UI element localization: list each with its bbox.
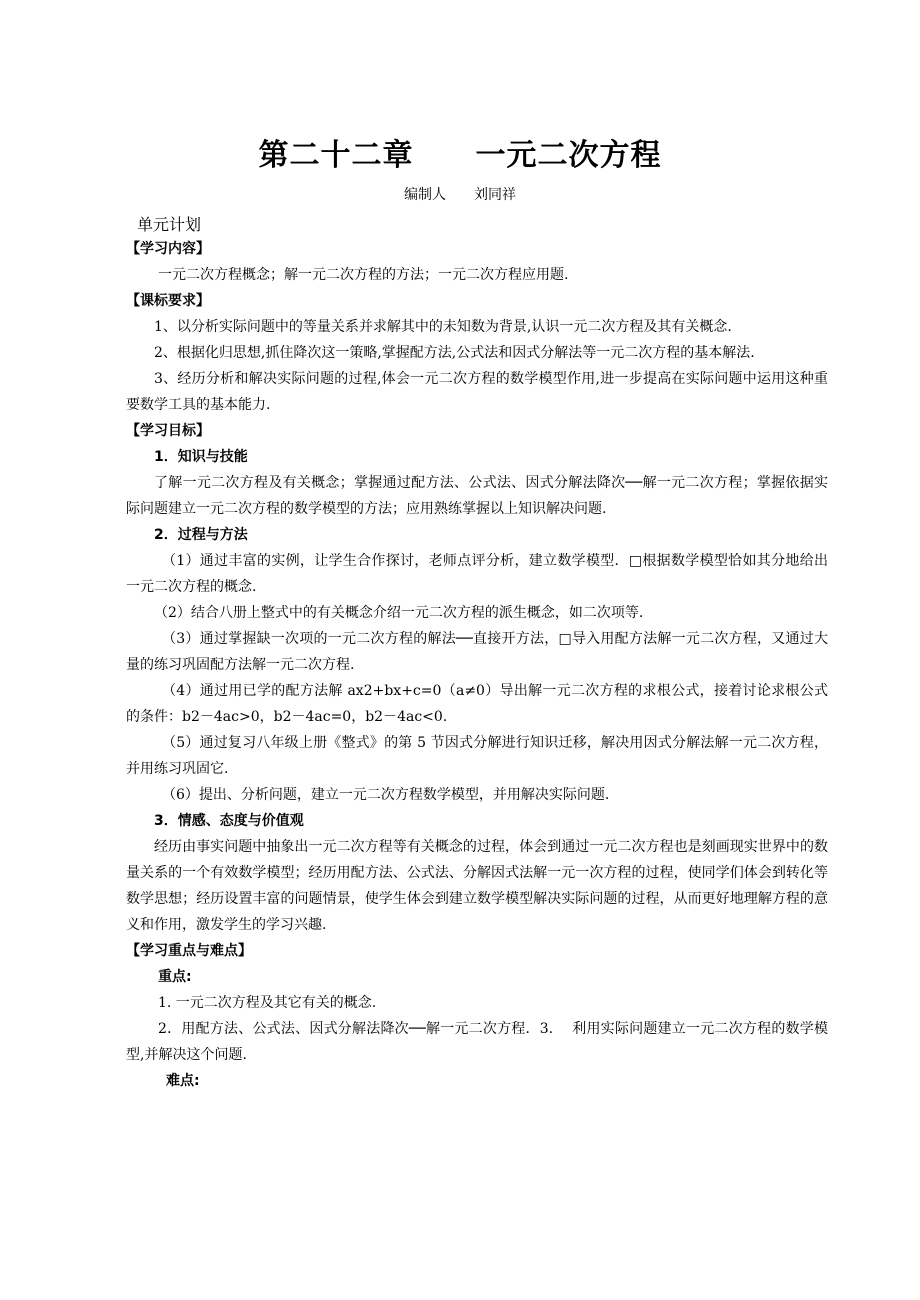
goal-2-item-1: （1）通过丰富的实例，让学生合作探讨，老师点评分析，建立数学模型．□根据数学模型恰如其分地给出一元二次方程的概念. xyxy=(126,553,828,595)
page-title: 第二十二章 一元二次方程 xyxy=(258,138,662,173)
goal-2-title: 2．过程与方法 xyxy=(154,527,248,543)
goal-2-item-6: （6）提出、分析问题，建立一元二次方程数学模型，并用解决实际问题. xyxy=(162,787,610,803)
section-heading-goals: 【学习目标】 xyxy=(126,423,210,439)
goal-2-item-4: （4）通过用已学的配方法解 ax2+bx+c=0（a≠0）导出解一元二次方程的求根公式，接着讨论求根公式的条件：b2－4ac>0，b2－4ac=0，b2－4ac<0. xyxy=(126,683,828,725)
section-heading-key: 【学习重点与难点】 xyxy=(126,943,252,959)
key-item-1: 1. 一元二次方程及其它有关的概念. xyxy=(158,995,377,1011)
goal-2-item-3: （3）通过掌握缺一次项的一元二次方程的解法──直接开方法，□导入用配方法解一元二次方程，又通过大量的练习巩固配方法解一元二次方程. xyxy=(126,631,828,673)
standard-item-3: 3、经历分析和解决实际问题的过程,体会一元二次方程的数学模型作用,进一步提高在实际问题中运用这种重要数学工具的基本能力. xyxy=(126,371,828,413)
goal-1-title: 1．知识与技能 xyxy=(154,449,248,465)
section-heading-standard: 【课标要求】 xyxy=(126,293,210,309)
goal-1-text: 了解一元二次方程及有关概念；掌握通过配方法、公式法、因式分解法降次──解一元二次方程；掌握依据实际问题建立一元二次方程的数学模型的方法；应用熟练掌握以上知识解决问题. xyxy=(126,475,828,517)
key-item-2: 2．用配方法、公式法、因式分解法降次──解一元二次方程．3. 利用实际问题建立一元二次方程的数学模型,并解决这个问题. xyxy=(126,1021,828,1063)
goal-3-title: 3．情感、态度与价值观 xyxy=(154,813,304,829)
standard-item-1: 1、以分析实际问题中的等量关系并求解其中的未知数为背景,认识一元二次方程及其有关概念. xyxy=(154,319,732,335)
standard-item-2: 2、根据化归思想,抓住降次这一策略,掌握配方法,公式法和因式分解法等一元二次方程的基本解法. xyxy=(154,345,755,361)
unit-plan-heading: 单元计划 xyxy=(137,215,202,234)
editor-line: 编制人 刘同祥 xyxy=(404,187,516,203)
key-label: 重点: xyxy=(158,969,192,985)
difficulty-label: 难点: xyxy=(166,1073,200,1089)
goal-2-item-2: （2）结合八册上整式中的有关概念介绍一元二次方程的派生概念，如二次项等. xyxy=(154,605,644,621)
goal-3-text: 经历由事实问题中抽象出一元二次方程等有关概念的过程，体会到通过一元二次方程也是刻画现实世界中的数量关系的一个有效数学模型；经历用配方法、公式法、分解因式法解一元一次方程的过程，使同学们体会到转化等数学思想；经历设置丰富的问题情景，使学生体会到建立数学模型解决实际问题的过程，从而更好地理解方程的意义和作用，激发学生的学习兴趣. xyxy=(126,839,828,933)
section-heading-content: 【学习内容】 xyxy=(126,241,210,257)
document-body xyxy=(126,236,828,1094)
content-text: 一元二次方程概念；解一元二次方程的方法；一元二次方程应用题. xyxy=(158,267,569,283)
goal-2-item-5: （5）通过复习八年级上册《整式》的第 5 节因式分解进行知识迁移，解决用因式分解法解一元二次方程，并用练习巩固它. xyxy=(126,735,828,777)
